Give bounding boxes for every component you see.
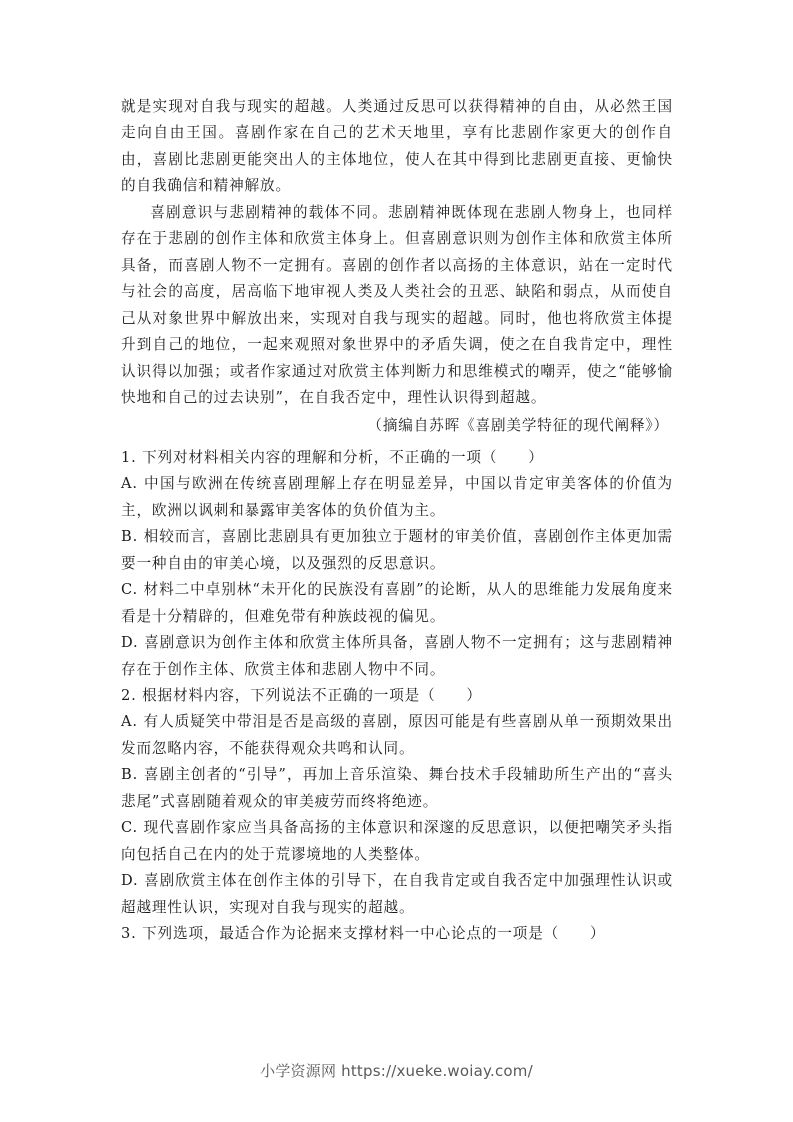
answer-option: D. 喜剧意识为创作主体和欣赏主体所具备，喜剧人物不一定拥有；这与悲剧精神存在于创作主体、欣赏主体和悲剧人物中不同。 — [121, 634, 673, 678]
answer-option: B. 相较而言，喜剧比悲剧具有更加独立于题材的审美价值，喜剧创作主体更加需要一种自由的审美心境，以及强烈的反思意识。 — [121, 528, 673, 572]
question-stem: 1. 下列对材料相关内容的理解和分析，不正确的一项（ ） — [121, 448, 544, 466]
answer-option: D. 喜剧欣赏主体在创作主体的引导下，在自我肯定或自我否定中加强理性认识或超越理性认识，实现对自我与现实的超越。 — [121, 872, 673, 916]
source-citation: （摘编自苏晖《喜剧美学特征的现代阐释》） — [367, 417, 669, 435]
answer-option: A. 有人质疑笑中带泪是否是高级的喜剧，原因可能是有些喜剧从单一预期效果出发而忽略内容，不能获得观众共鸣和认同。 — [121, 713, 673, 757]
question-block — [121, 683, 673, 921]
answer-option: A. 中国与欧洲在传统喜剧理解上存在明显差异，中国以肯定审美客体的价值为主，欧洲以讽刺和暴露审美客体的负价值为主。 — [121, 475, 673, 519]
answer-option: B. 喜剧主创者的“引导”，再加上音乐渲染、舞台技术手段辅助所生产出的“喜头悲尾”式喜剧随着观众的审美疲劳而终将绝迹。 — [121, 766, 673, 810]
document-page — [121, 94, 673, 948]
passage-paragraph: 就是实现对自我与现实的超越。人类通过反思可以获得精神的自由，从必然王国走向自由王国。喜剧作家在自己的艺术天地里，享有比悲剧作家更大的创作自由，喜剧比悲剧更能突出人的主体地位，使人在其中得到比悲剧更直接、更愉快的自我确信和精神解放。 — [121, 98, 673, 195]
question-stem: 2. 根据材料内容，下列说法不正确的一项是（ ） — [121, 686, 482, 704]
answer-option: C. 材料二中卓别林“未开化的民族没有喜剧”的论断，从人的思维能力发展角度来看是十分精辟的，但难免带有种族歧视的偏见。 — [121, 581, 673, 625]
site-watermark: 小学资源网 https://xueke.woiay.com/ — [260, 1062, 533, 1080]
question-stem: 3. 下列选项，最适合作为论据来支撑材料一中心论点的一项是（ ） — [121, 925, 606, 943]
question-block — [121, 445, 673, 683]
answer-option: C. 现代喜剧作家应当具备高扬的主体意识和深邃的反思意识，以便把嘲笑矛头指向包括自己在内的处于荒谬境地的人类整体。 — [121, 819, 673, 863]
question-block — [121, 921, 673, 947]
passage-paragraph: 喜剧意识与悲剧精神的载体不同。悲剧精神既体现在悲剧人物身上，也同样存在于悲剧的创作主体和欣赏主体身上。但喜剧意识则为创作主体和欣赏主体所具备，而喜剧人物不一定拥有。喜剧的创作者以高扬的主体意识，站在一定时代与社会的高度，居高临下地审视人类及人类社会的丑恶、缺陷和弱点，从而使自己从对象世界中解放出来，实现对自我与现实的超越。同时，他也将欣赏主体提升到自己的地位，一起来观照对象世界中的矛盾失调，使之在自我肯定中，理性认识得以加强；或者作家通过对欣赏主体判断力和思维模式的嘲弄，使之“能够愉快地和自己的过去诀别”，在自我否定中，理性认识得到超越。 — [121, 203, 673, 406]
